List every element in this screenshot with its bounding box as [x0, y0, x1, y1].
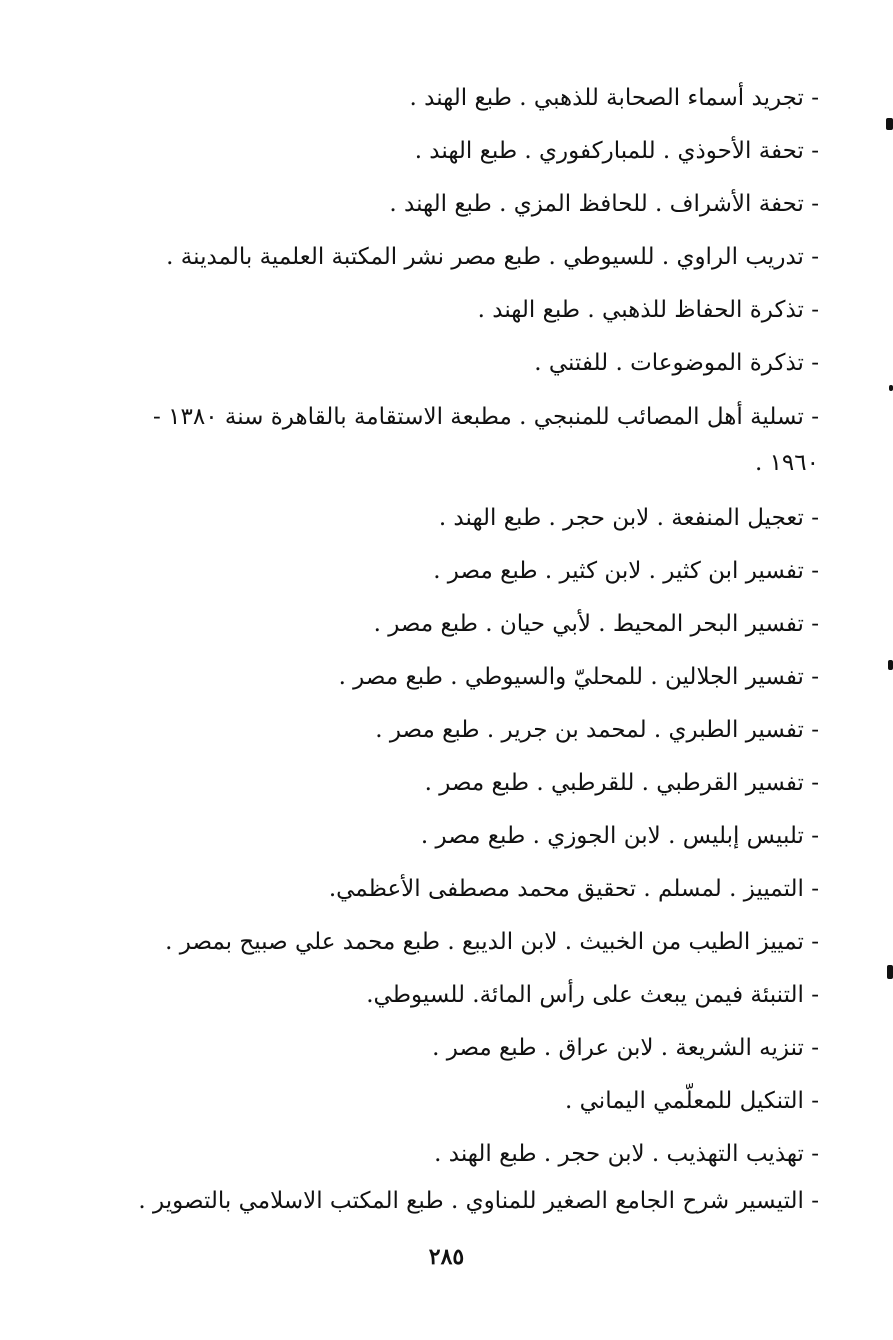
bibliography-entry: - تنزيه الشريعة . لابن عراق . طبع مصر . — [432, 1035, 819, 1061]
bibliography-entry: - تفسير البحر المحيط . لأبي حيان . طبع مصر . — [373, 611, 819, 637]
bibliography-entry: - تمييز الطيب من الخبيث . لابن الديبع . طبع محمد علي صبيح بمصر . — [165, 929, 819, 955]
bibliography-entry: - تدريب الراوي . للسيوطي . طبع مصر نشر المكتبة العلمية بالمدينة . — [166, 244, 819, 270]
bibliography-entry: - تسلية أهل المصائب للمنبجي . مطبعة الاستقامة بالقاهرة سنة ١٣٨٠ - ١٩٦٠ . — [153, 404, 819, 476]
bibliography-entry: - تفسير القرطبي . للقرطبي . طبع مصر . — [424, 770, 819, 796]
bibliography-entry: - تذكرة الموضوعات . للفتني . — [534, 350, 819, 376]
bibliography-entry: - تعجيل المنفعة . لابن حجر . طبع الهند . — [438, 505, 819, 531]
bibliography-entry: - تذكرة الحفاظ للذهبي . طبع الهند . — [477, 297, 819, 323]
scan-edge-mark — [886, 118, 893, 130]
bibliography-entry: - التمييز . لمسلم . تحقيق محمد مصطفى الأعظمي. — [328, 876, 819, 902]
bibliography-entry: - تفسير الطبري . لمحمد بن جرير . طبع مصر . — [375, 717, 819, 743]
bibliography-entry: - تفسير الجلالين . للمحليّ والسيوطي . طبع مصر . — [338, 664, 819, 690]
bibliography-entry: - التنكيل للمعلّمي اليماني . — [565, 1088, 819, 1114]
bibliography-entry: - تلبيس إبليس . لابن الجوزي . طبع مصر . — [420, 823, 819, 849]
bibliography-entry: - تحفة الأحوذي . للمباركفوري . طبع الهند . — [414, 138, 819, 164]
scan-edge-mark — [887, 965, 893, 979]
scan-edge-mark — [888, 660, 893, 670]
bibliography-entry: - التيسير شرح الجامع الصغير للمناوي . طبع المكتب الاسلامي بالتصوير . — [138, 1188, 819, 1214]
bibliography-entry: - تجريد أسماء الصحابة للذهبي . طبع الهند . — [409, 85, 819, 111]
scan-edge-mark — [889, 385, 893, 391]
bibliography-list — [99, 72, 819, 1221]
bibliography-entry: - تحفة الأشراف . للحافظ المزي . طبع الهند . — [389, 191, 819, 217]
page-number: ٢٨٥ — [428, 1244, 465, 1270]
bibliography-entry: - التنبئة فيمن يبعث على رأس المائة. للسيوطي. — [366, 982, 819, 1008]
bibliography-entry: - تهذيب التهذيب . لابن حجر . طبع الهند . — [434, 1141, 819, 1167]
bibliography-entry: - تفسير ابن كثير . لابن كثير . طبع مصر . — [433, 558, 819, 584]
